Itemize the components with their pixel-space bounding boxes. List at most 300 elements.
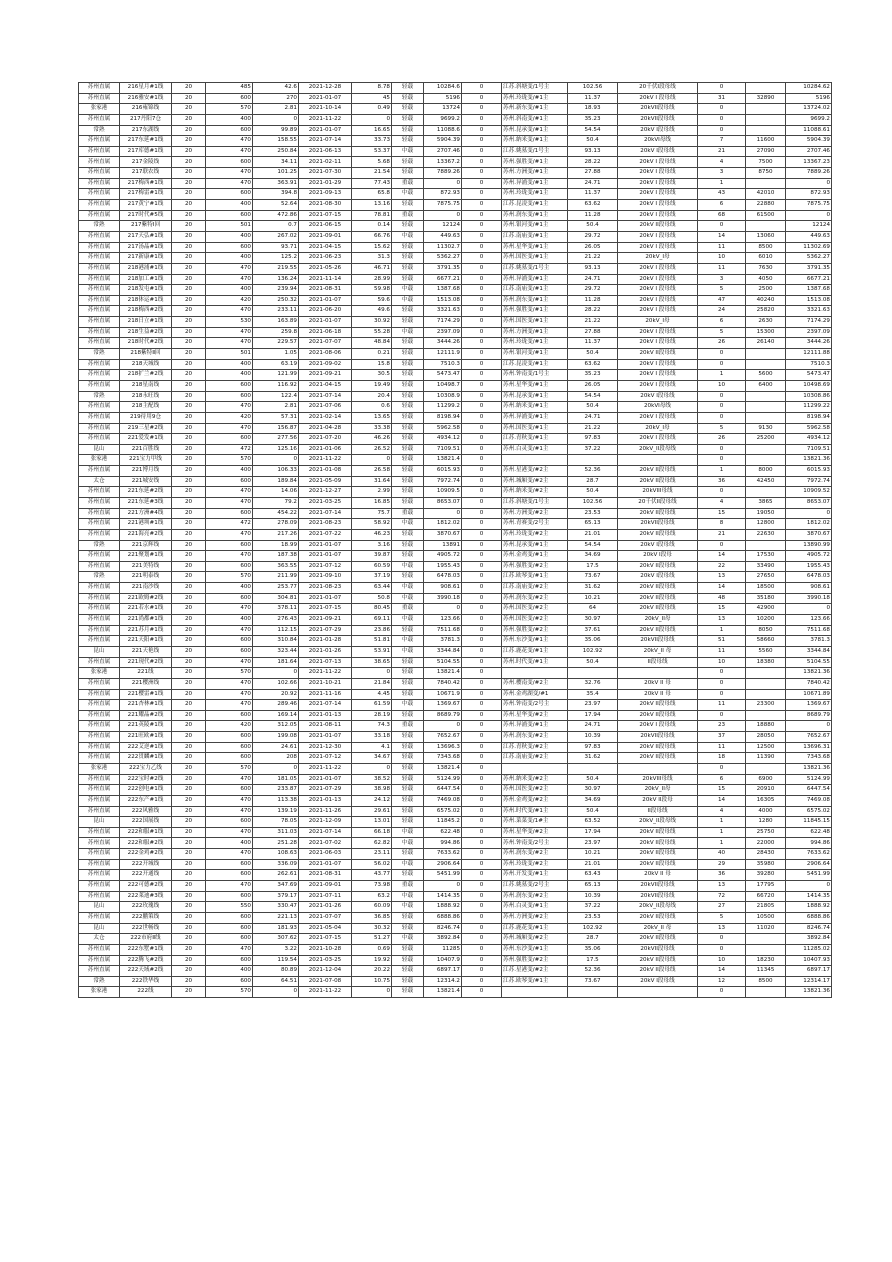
load-cell: 211.99 bbox=[253, 572, 299, 583]
busbar-cell: 20kV I 段母线 bbox=[618, 412, 698, 423]
line-name-cell: 217时代#5线 bbox=[120, 210, 172, 221]
remaining-cell: 7652.67 bbox=[424, 732, 462, 743]
zero-cell: 0 bbox=[462, 646, 502, 657]
pending-capacity-cell: 18230 bbox=[746, 955, 786, 966]
available-cell: 2397.09 bbox=[786, 327, 832, 338]
substation-load-cell: 21.22 bbox=[568, 423, 618, 434]
busbar-cell: 20kV I 段母线 bbox=[618, 338, 698, 349]
substation-cell: 苏州.润东变/#2主 bbox=[502, 732, 568, 743]
substation-cell: 苏州.樱南变/#2主 bbox=[502, 678, 568, 689]
substation-cell: 苏州.星华变/#2主 bbox=[502, 710, 568, 721]
date-cell: 2021-07-15 bbox=[299, 210, 352, 221]
status-cell: 轻载 bbox=[392, 817, 424, 828]
pending-count-cell: 11 bbox=[698, 742, 746, 753]
status-cell: 轻载 bbox=[392, 529, 424, 540]
available-cell: 11088.61 bbox=[786, 125, 832, 136]
pending-count-cell: 15 bbox=[698, 604, 746, 615]
date-cell: 2021-07-11 bbox=[299, 891, 352, 902]
substation-cell: 江苏.鹿花变/#1主 bbox=[502, 646, 568, 657]
pending-capacity-cell: 5560 bbox=[746, 646, 786, 657]
capacity-cell: 600 bbox=[206, 540, 253, 551]
substation-cell: 苏州.金鸡变/#1主 bbox=[502, 551, 568, 562]
date-cell: 2021-07-29 bbox=[299, 785, 352, 796]
region-cell: 昆山 bbox=[79, 817, 120, 828]
line-name-cell: 221明泰线 bbox=[120, 572, 172, 583]
load-cell: 52.64 bbox=[253, 200, 299, 211]
region-cell: 苏州直属 bbox=[79, 955, 120, 966]
substation-cell: 江苏.姚墓变/1号主 bbox=[502, 146, 568, 157]
substation-load-cell: 35.06 bbox=[568, 636, 618, 647]
substation-load-cell bbox=[568, 668, 618, 679]
voltage-cell: 20 bbox=[172, 274, 206, 285]
date-cell: 2021-06-18 bbox=[299, 327, 352, 338]
capacity-cell: 470 bbox=[206, 604, 253, 615]
line-name-cell: 221聚划#1线 bbox=[120, 551, 172, 562]
substation-cell: 苏州.白灵变/#1主 bbox=[502, 444, 568, 455]
remaining-cell: 7972.74 bbox=[424, 476, 462, 487]
remaining-cell: 10308.9 bbox=[424, 391, 462, 402]
load-rate-cell: 16.85 bbox=[352, 497, 392, 508]
load-rate-cell: 23.86 bbox=[352, 625, 392, 636]
voltage-cell: 20 bbox=[172, 497, 206, 508]
substation-load-cell: 23.97 bbox=[568, 700, 618, 711]
zero-cell: 0 bbox=[462, 870, 502, 881]
busbar-cell: 20kVI母线 bbox=[618, 136, 698, 147]
capacity-cell: 400 bbox=[206, 966, 253, 977]
load-rate-cell: 80.45 bbox=[352, 604, 392, 615]
pending-capacity-cell bbox=[746, 764, 786, 775]
substation-cell: 苏州.润东变/#1主 bbox=[502, 210, 568, 221]
capacity-cell: 470 bbox=[206, 689, 253, 700]
voltage-cell: 20 bbox=[172, 327, 206, 338]
substation-cell: 苏州.金鸡变/#2主 bbox=[502, 795, 568, 806]
data-table bbox=[78, 82, 832, 998]
remaining-cell: 3791.35 bbox=[424, 263, 462, 274]
table-row bbox=[79, 104, 832, 115]
remaining-cell: 8198.94 bbox=[424, 412, 462, 423]
remaining-cell: 994.86 bbox=[424, 838, 462, 849]
region-cell: 苏州直属 bbox=[79, 753, 120, 764]
zero-cell: 0 bbox=[462, 189, 502, 200]
load-rate-cell: 13.16 bbox=[352, 200, 392, 211]
substation-load-cell: 17.5 bbox=[568, 561, 618, 572]
load-cell: 217.26 bbox=[253, 529, 299, 540]
substation-load-cell: 34.69 bbox=[568, 551, 618, 562]
load-rate-cell: 19.49 bbox=[352, 380, 392, 391]
remaining-cell: 2906.64 bbox=[424, 859, 462, 870]
busbar-cell: 20kVII段母线 bbox=[618, 881, 698, 892]
available-cell: 4934.12 bbox=[786, 434, 832, 445]
substation-cell: 苏州.钟南变/1号主 bbox=[502, 370, 568, 381]
remaining-cell: 13367.2 bbox=[424, 157, 462, 168]
line-name-cell: 221苏月#1线 bbox=[120, 625, 172, 636]
substation-cell: 苏州.异浦变/#1主 bbox=[502, 721, 568, 732]
load-rate-cell: 49.6 bbox=[352, 306, 392, 317]
pending-count-cell: 1 bbox=[698, 466, 746, 477]
available-cell: 7633.62 bbox=[786, 849, 832, 860]
available-cell: 9699.2 bbox=[786, 114, 832, 125]
date-cell: 2021-06-13 bbox=[299, 146, 352, 157]
substation-cell: 江苏.南庙变/#1主 bbox=[502, 231, 568, 242]
pending-count-cell: 14 bbox=[698, 551, 746, 562]
substation-load-cell: 10.21 bbox=[568, 849, 618, 860]
status-cell: 中载 bbox=[392, 285, 424, 296]
load-cell: 93.71 bbox=[253, 242, 299, 253]
load-rate-cell: 8.78 bbox=[352, 83, 392, 94]
line-name-cell: 218梅西#2线 bbox=[120, 306, 172, 317]
substation-cell: 苏州.方洲变/#2主 bbox=[502, 508, 568, 519]
voltage-cell: 20 bbox=[172, 221, 206, 232]
status-cell: 轻载 bbox=[392, 136, 424, 147]
load-cell: 181.93 bbox=[253, 923, 299, 934]
table-row bbox=[79, 114, 832, 125]
table-row bbox=[79, 285, 832, 296]
table-row bbox=[79, 306, 832, 317]
pending-count-cell: 0 bbox=[698, 125, 746, 136]
pending-count-cell: 1 bbox=[698, 370, 746, 381]
status-cell: 轻载 bbox=[392, 412, 424, 423]
load-cell: 121.99 bbox=[253, 370, 299, 381]
table-row bbox=[79, 189, 832, 200]
remaining-cell: 1387.68 bbox=[424, 285, 462, 296]
substation-cell: 江苏.南庙变/#2主 bbox=[502, 753, 568, 764]
remaining-cell: 7109.51 bbox=[424, 444, 462, 455]
date-cell: 2021-07-13 bbox=[299, 657, 352, 668]
busbar-cell bbox=[618, 455, 698, 466]
load-rate-cell: 59.98 bbox=[352, 285, 392, 296]
pending-capacity-cell bbox=[746, 221, 786, 232]
substation-load-cell: 37.61 bbox=[568, 625, 618, 636]
voltage-cell: 20 bbox=[172, 604, 206, 615]
substation-cell: 苏州.时代变/#1主 bbox=[502, 657, 568, 668]
remaining-cell: 1888.92 bbox=[424, 902, 462, 913]
table-row bbox=[79, 93, 832, 104]
capacity-cell: 470 bbox=[206, 274, 253, 285]
region-cell: 昆山 bbox=[79, 646, 120, 657]
voltage-cell: 20 bbox=[172, 955, 206, 966]
remaining-cell: 4934.12 bbox=[424, 434, 462, 445]
voltage-cell: 20 bbox=[172, 200, 206, 211]
status-cell: 轻载 bbox=[392, 572, 424, 583]
remaining-cell: 10284.6 bbox=[424, 83, 462, 94]
voltage-cell: 20 bbox=[172, 561, 206, 572]
busbar-cell: 20kV_II 母 bbox=[618, 646, 698, 657]
zero-cell: 0 bbox=[462, 370, 502, 381]
capacity-cell: 600 bbox=[206, 189, 253, 200]
status-cell: 轻载 bbox=[392, 349, 424, 360]
region-cell: 昆山 bbox=[79, 923, 120, 934]
pending-count-cell: 11 bbox=[698, 646, 746, 657]
line-name-cell: 222东墅#1线 bbox=[120, 944, 172, 955]
load-rate-cell: 34.67 bbox=[352, 753, 392, 764]
zero-cell: 0 bbox=[462, 540, 502, 551]
busbar-cell: 20kV_II段母线 bbox=[618, 817, 698, 828]
capacity-cell: 470 bbox=[206, 849, 253, 860]
date-cell: 2021-09-13 bbox=[299, 189, 352, 200]
pending-count-cell: 8 bbox=[698, 519, 746, 530]
remaining-cell: 449.63 bbox=[424, 231, 462, 242]
available-cell: 5962.58 bbox=[786, 423, 832, 434]
substation-load-cell: 63.62 bbox=[568, 200, 618, 211]
substation-load-cell: 28.22 bbox=[568, 306, 618, 317]
status-cell: 轻载 bbox=[392, 104, 424, 115]
voltage-cell: 20 bbox=[172, 753, 206, 764]
available-cell: 11285.02 bbox=[786, 944, 832, 955]
status-cell: 轻载 bbox=[392, 966, 424, 977]
table-row bbox=[79, 157, 832, 168]
capacity-cell: 600 bbox=[206, 742, 253, 753]
pending-capacity-cell: 10500 bbox=[746, 912, 786, 923]
region-cell: 苏州直属 bbox=[79, 487, 120, 498]
table-row bbox=[79, 710, 832, 721]
date-cell: 2021-04-15 bbox=[299, 380, 352, 391]
line-name-cell: 222和服#1线 bbox=[120, 827, 172, 838]
voltage-cell: 20 bbox=[172, 157, 206, 168]
remaining-cell: 7875.75 bbox=[424, 200, 462, 211]
status-cell: 轻载 bbox=[392, 306, 424, 317]
available-cell: 1888.92 bbox=[786, 902, 832, 913]
substation-load-cell: 26.05 bbox=[568, 380, 618, 391]
substation-load-cell: 63.43 bbox=[568, 870, 618, 881]
region-cell: 苏州直属 bbox=[79, 593, 120, 604]
table-row bbox=[79, 721, 832, 732]
remaining-cell: 6897.17 bbox=[424, 966, 462, 977]
line-name-cell: 216雅安#1线 bbox=[120, 93, 172, 104]
load-cell: 250.32 bbox=[253, 295, 299, 306]
substation-load-cell: 35.4 bbox=[568, 689, 618, 700]
voltage-cell: 20 bbox=[172, 583, 206, 594]
load-rate-cell: 26.52 bbox=[352, 444, 392, 455]
pending-capacity-cell: 18880 bbox=[746, 721, 786, 732]
pending-capacity-cell: 8050 bbox=[746, 625, 786, 636]
busbar-cell: 20kV I段母线 bbox=[618, 572, 698, 583]
pending-capacity-cell: 25820 bbox=[746, 306, 786, 317]
region-cell: 苏州直属 bbox=[79, 295, 120, 306]
substation-cell: 苏州.东沙变/#1主 bbox=[502, 944, 568, 955]
pending-capacity-cell: 7500 bbox=[746, 157, 786, 168]
capacity-cell: 600 bbox=[206, 593, 253, 604]
available-cell: 7174.29 bbox=[786, 317, 832, 328]
line-name-cell: 219待用9仓 bbox=[120, 412, 172, 423]
table-row bbox=[79, 136, 832, 147]
zero-cell: 0 bbox=[462, 944, 502, 955]
table-row bbox=[79, 338, 832, 349]
available-cell: 13890.99 bbox=[786, 540, 832, 551]
table-row bbox=[79, 615, 832, 626]
substation-cell: 苏州.异浦变/#1主 bbox=[502, 274, 568, 285]
available-cell: 3990.18 bbox=[786, 593, 832, 604]
substation-load-cell: 29.72 bbox=[568, 285, 618, 296]
pending-count-cell: 0 bbox=[698, 689, 746, 700]
substation-cell: 苏州.开发变/#1主 bbox=[502, 870, 568, 881]
load-rate-cell: 2.99 bbox=[352, 487, 392, 498]
remaining-cell: 6888.86 bbox=[424, 912, 462, 923]
busbar-cell: 20kVII段母线 bbox=[618, 104, 698, 115]
capacity-cell: 470 bbox=[206, 827, 253, 838]
date-cell: 2021-11-22 bbox=[299, 764, 352, 775]
pending-count-cell: 14 bbox=[698, 583, 746, 594]
available-cell: 6888.86 bbox=[786, 912, 832, 923]
busbar-cell: 20kV I段母线 bbox=[618, 146, 698, 157]
table-row bbox=[79, 125, 832, 136]
pending-capacity-cell bbox=[746, 83, 786, 94]
remaining-cell: 7889.26 bbox=[424, 168, 462, 179]
voltage-cell: 20 bbox=[172, 912, 206, 923]
table-row bbox=[79, 668, 832, 679]
pending-count-cell: 23 bbox=[698, 721, 746, 732]
available-cell: 6575.02 bbox=[786, 806, 832, 817]
voltage-cell: 20 bbox=[172, 285, 206, 296]
capacity-cell: 600 bbox=[206, 242, 253, 253]
busbar-cell: 20kV I段母线 bbox=[618, 391, 698, 402]
available-cell: 5473.47 bbox=[786, 370, 832, 381]
status-cell: 中载 bbox=[392, 859, 424, 870]
zero-cell: 0 bbox=[462, 359, 502, 370]
zero-cell: 0 bbox=[462, 104, 502, 115]
busbar-cell: 20kV II 母 bbox=[618, 870, 698, 881]
available-cell: 0 bbox=[786, 881, 832, 892]
load-rate-cell: 55.28 bbox=[352, 327, 392, 338]
voltage-cell: 20 bbox=[172, 689, 206, 700]
pending-capacity-cell bbox=[746, 402, 786, 413]
table-row bbox=[79, 753, 832, 764]
zero-cell: 0 bbox=[462, 168, 502, 179]
date-cell: 2021-11-14 bbox=[299, 274, 352, 285]
region-cell: 苏州直属 bbox=[79, 370, 120, 381]
region-cell: 苏州直属 bbox=[79, 859, 120, 870]
busbar-cell: 20kV_II母 bbox=[618, 615, 698, 626]
line-name-cell: 217天弘#1线 bbox=[120, 231, 172, 242]
zero-cell: 0 bbox=[462, 210, 502, 221]
load-rate-cell: 65.8 bbox=[352, 189, 392, 200]
load-cell: 0.7 bbox=[253, 221, 299, 232]
capacity-cell: 600 bbox=[206, 391, 253, 402]
pending-capacity-cell: 23300 bbox=[746, 700, 786, 711]
available-cell: 5451.99 bbox=[786, 870, 832, 881]
pending-capacity-cell bbox=[746, 678, 786, 689]
busbar-cell: 20kVIII母线 bbox=[618, 774, 698, 785]
status-cell: 轻载 bbox=[392, 668, 424, 679]
substation-cell: 江苏.斜塘变/1号主 bbox=[502, 83, 568, 94]
load-cell: 233.11 bbox=[253, 306, 299, 317]
remaining-cell: 6677.21 bbox=[424, 274, 462, 285]
busbar-cell: 20kVII段母线 bbox=[618, 636, 698, 647]
region-cell: 苏州直属 bbox=[79, 263, 120, 274]
load-cell: 108.63 bbox=[253, 849, 299, 860]
date-cell: 2021-07-06 bbox=[299, 402, 352, 413]
line-name-cell: 222天域#2线 bbox=[120, 966, 172, 977]
pending-capacity-cell: 42010 bbox=[746, 189, 786, 200]
capacity-cell: 400 bbox=[206, 370, 253, 381]
pending-capacity-cell: 19050 bbox=[746, 508, 786, 519]
status-cell: 中载 bbox=[392, 934, 424, 945]
date-cell: 2021-05-09 bbox=[299, 476, 352, 487]
load-cell: 57.31 bbox=[253, 412, 299, 423]
status-cell: 轻载 bbox=[392, 402, 424, 413]
substation-cell: 苏州.国医变/#2主 bbox=[502, 785, 568, 796]
pending-count-cell: 0 bbox=[698, 402, 746, 413]
busbar-cell: 20kV_II段母线 bbox=[618, 902, 698, 913]
pending-count-cell: 31 bbox=[698, 93, 746, 104]
zero-cell: 0 bbox=[462, 221, 502, 232]
load-cell: 139.19 bbox=[253, 806, 299, 817]
status-cell: 轻载 bbox=[392, 157, 424, 168]
load-rate-cell: 37.19 bbox=[352, 572, 392, 583]
region-cell: 苏州直属 bbox=[79, 242, 120, 253]
pending-capacity-cell: 42450 bbox=[746, 476, 786, 487]
zero-cell: 0 bbox=[462, 966, 502, 977]
region-cell: 苏州直属 bbox=[79, 806, 120, 817]
load-cell: 472.86 bbox=[253, 210, 299, 221]
busbar-cell: 20kV II段母线 bbox=[618, 912, 698, 923]
load-cell: 259.8 bbox=[253, 327, 299, 338]
substation-load-cell: 50.4 bbox=[568, 806, 618, 817]
status-cell: 轻载 bbox=[392, 849, 424, 860]
date-cell: 2021-10-21 bbox=[299, 678, 352, 689]
date-cell: 2021-07-12 bbox=[299, 753, 352, 764]
zero-cell: 0 bbox=[462, 753, 502, 764]
substation-cell: 苏州.强胜变/#2主 bbox=[502, 955, 568, 966]
available-cell: 6677.21 bbox=[786, 274, 832, 285]
available-cell: 3321.63 bbox=[786, 306, 832, 317]
line-name-cell: 222腾飞#2线 bbox=[120, 955, 172, 966]
capacity-cell: 570 bbox=[206, 764, 253, 775]
available-cell: 7109.51 bbox=[786, 444, 832, 455]
date-cell: 2021-09-01 bbox=[299, 881, 352, 892]
date-cell: 2021-07-20 bbox=[299, 434, 352, 445]
zero-cell: 0 bbox=[462, 859, 502, 870]
available-cell: 123.66 bbox=[786, 615, 832, 626]
substation-cell: 苏州.强胜变/#2主 bbox=[502, 625, 568, 636]
busbar-cell bbox=[618, 764, 698, 775]
voltage-cell: 20 bbox=[172, 572, 206, 583]
date-cell: 2021-09-21 bbox=[299, 370, 352, 381]
status-cell: 重载 bbox=[392, 881, 424, 892]
load-cell: 80.89 bbox=[253, 966, 299, 977]
capacity-cell: 400 bbox=[206, 583, 253, 594]
line-name-cell: 217紫特Ⅰ回 bbox=[120, 221, 172, 232]
remaining-cell: 5904.39 bbox=[424, 136, 462, 147]
available-cell: 7889.26 bbox=[786, 168, 832, 179]
remaining-cell: 6015.93 bbox=[424, 466, 462, 477]
remaining-cell: 5104.55 bbox=[424, 657, 462, 668]
busbar-cell: 20kV I段母线 bbox=[618, 125, 698, 136]
available-cell: 994.86 bbox=[786, 838, 832, 849]
line-name-cell: 218生益#2线 bbox=[120, 327, 172, 338]
capacity-cell: 420 bbox=[206, 412, 253, 423]
load-cell: 102.66 bbox=[253, 678, 299, 689]
substation-cell: 江苏.南庙变/#1主 bbox=[502, 285, 568, 296]
pending-capacity-cell: 9130 bbox=[746, 423, 786, 434]
line-name-cell: 217梅西#1线 bbox=[120, 178, 172, 189]
voltage-cell: 20 bbox=[172, 295, 206, 306]
substation-load-cell: 28.22 bbox=[568, 157, 618, 168]
pending-capacity-cell bbox=[746, 349, 786, 360]
substation-load-cell: 21.01 bbox=[568, 859, 618, 870]
capacity-cell: 400 bbox=[206, 200, 253, 211]
table-body bbox=[79, 83, 832, 998]
status-cell: 中载 bbox=[392, 189, 424, 200]
pending-count-cell: 0 bbox=[698, 83, 746, 94]
voltage-cell: 20 bbox=[172, 721, 206, 732]
region-cell: 苏州直属 bbox=[79, 93, 120, 104]
voltage-cell: 20 bbox=[172, 774, 206, 785]
load-rate-cell: 48.84 bbox=[352, 338, 392, 349]
substation-cell: 江苏.鹿花变/#1主 bbox=[502, 923, 568, 934]
table-row bbox=[79, 987, 832, 998]
substation-cell: 苏州.青赛变/2号主 bbox=[502, 519, 568, 530]
line-name-cell: 218体运#1线 bbox=[120, 295, 172, 306]
